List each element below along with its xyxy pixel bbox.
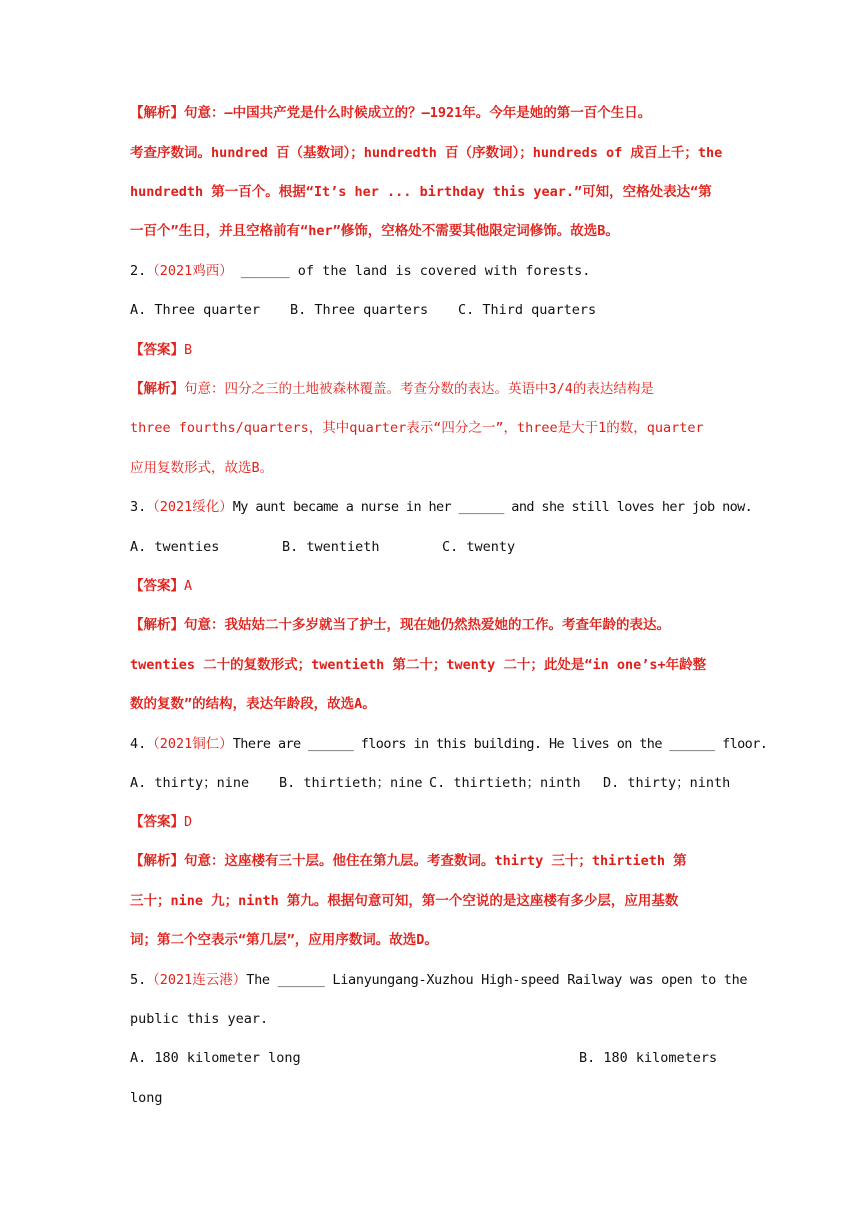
- option-b: B. Three quarters: [290, 302, 429, 318]
- answer-value: B: [184, 342, 193, 358]
- analysis-label: 【解析】: [130, 105, 184, 121]
- q3-analysis-line-1: 【解析】句意：我姑姑二十多岁就当了护士，现在她仍然热爱她的工作。考查年龄的表达。: [130, 617, 670, 633]
- q2-analysis-line-3: 应用复数形式，故选B。: [130, 460, 274, 476]
- q4-analysis-line-2: 三十；nine 九；ninth 第九。根据句意可知，第一个空说的是这座楼有多少层，应用基数: [130, 893, 679, 909]
- q3-analysis-line-2: twenties 二十的复数形式；twentieth 第二十；twenty 二十；此处是“in one’s+年龄整: [130, 657, 707, 673]
- option-b: B. 180 kilometers: [579, 1050, 718, 1066]
- q4-analysis-line-1: 【解析】句意：这座楼有三十层。他住在第九层。考查数词。thirty 三十；thirtieth 第: [130, 853, 687, 869]
- question-number: 5.: [130, 972, 147, 988]
- answer-label: 【答案】: [130, 342, 184, 358]
- q1-analysis-line-4: 一百个”生日，并且空格前有“her”修饰，空格处不需要其他限定词修饰。故选B。: [130, 223, 619, 239]
- option-d: D. thirty；ninth: [603, 775, 731, 791]
- question-number: 4.: [130, 736, 147, 752]
- option-c: C. twenty: [442, 539, 516, 555]
- q4-options: [130, 773, 740, 793]
- answer-value: D: [184, 814, 193, 830]
- question-source: （2021连云港）: [146, 972, 247, 988]
- question-number: 3.: [130, 499, 147, 515]
- q2-analysis-line-2: three fourths/quarters，其中quarter表示“四分之一”，three是大于1的数，quarter: [130, 420, 704, 436]
- question-source: （2021鸡西）: [146, 263, 233, 279]
- answer-label: 【答案】: [130, 814, 184, 830]
- question-number: 2.: [130, 263, 147, 279]
- q2-answer: [130, 340, 740, 360]
- answer-value: A: [184, 578, 193, 594]
- q5-options: [130, 1048, 740, 1068]
- question-text: My aunt became a nurse in her ______ and she still loves her job now.: [232, 499, 753, 515]
- question-text: There are ______ floors in this building. He lives on the ______ floor.: [232, 736, 768, 752]
- option-a: A. Three quarter: [130, 302, 261, 318]
- q2-stem: [130, 261, 740, 281]
- option-b: B. twentieth: [282, 539, 380, 555]
- question-text: ______ of the land is covered with forests.: [232, 263, 591, 279]
- option-c: C. thirtieth；ninth: [429, 775, 581, 791]
- option-b: B. thirtieth；nine: [279, 775, 423, 791]
- question-source: （2021铜仁）: [146, 736, 233, 752]
- q5-stem-line-2: public this year.: [130, 1011, 269, 1027]
- q5-stem-line-1: [130, 970, 748, 990]
- analysis-label: 【解析】: [130, 617, 184, 633]
- answer-label: 【答案】: [130, 578, 184, 594]
- option-a: A. 180 kilometer long: [130, 1050, 301, 1066]
- question-text: The ______ Lianyungang-Xuzhou High-speed Railway was open to the: [246, 972, 748, 988]
- q5-option-b-wrap: long: [130, 1090, 163, 1106]
- q3-answer: [130, 576, 740, 596]
- q2-analysis-line-1: 【解析】句意：四分之三的土地被森林覆盖。考查分数的表达。英语中3/4的表达结构是: [130, 381, 654, 397]
- q1-analysis-line-1: 【解析】句意：—中国共产党是什么时候成立的？—1921年。今年是她的第一百个生日。: [130, 105, 652, 121]
- question-source: （2021绥化）: [146, 499, 233, 515]
- q4-stem: [130, 734, 768, 754]
- option-c: C. Third quarters: [458, 302, 597, 318]
- q3-analysis-line-3: 数的复数”的结构，表达年龄段，故选A。: [130, 696, 376, 712]
- q4-analysis-line-3: 词；第二个空表示“第几层”，应用序数词。故选D。: [130, 932, 438, 948]
- option-a: A. twenties: [130, 539, 220, 555]
- analysis-label: 【解析】: [130, 381, 184, 397]
- option-a: A. thirty；nine: [130, 775, 250, 791]
- q4-answer: [130, 812, 740, 832]
- q1-analysis-line-3: hundredth 第一百个。根据“It’s her ... birthday this year.”可知，空格处表达“第: [130, 184, 712, 200]
- q2-options: [130, 300, 740, 320]
- q3-stem: [130, 497, 753, 517]
- analysis-label: 【解析】: [130, 853, 184, 869]
- q1-analysis-line-2: 考查序数词。hundred 百（基数词）；hundredth 百（序数词）；hundreds of 成百上千；the: [130, 145, 723, 161]
- q3-options: [130, 537, 740, 557]
